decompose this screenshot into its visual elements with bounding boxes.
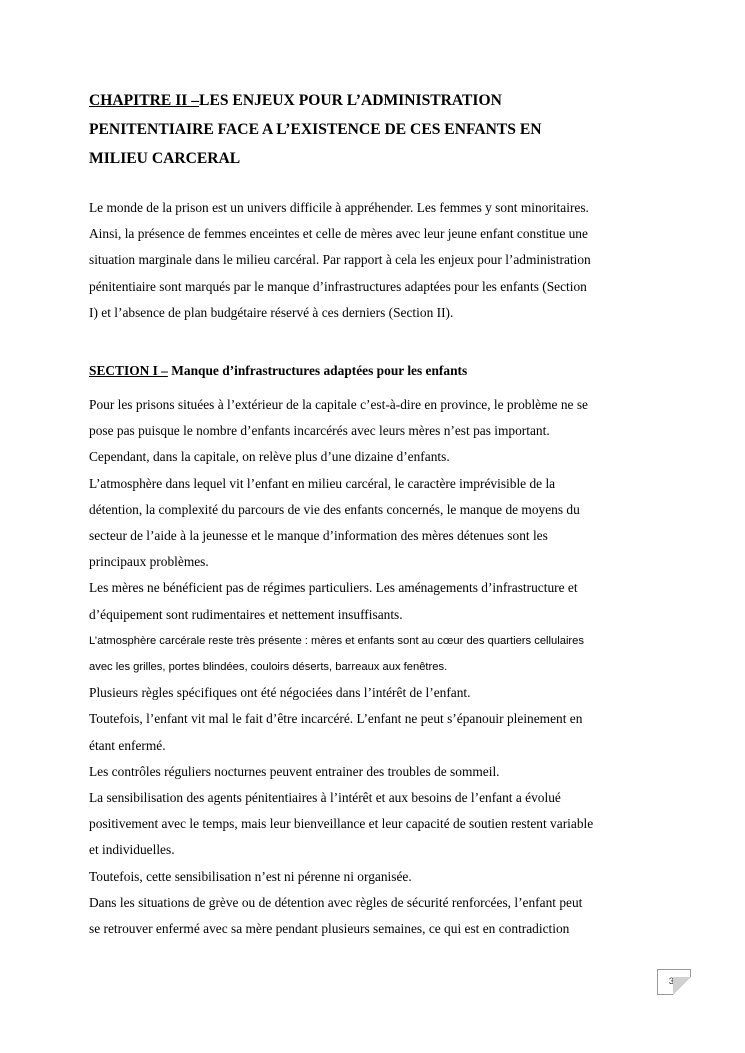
page-number: 38 [668, 976, 680, 987]
text-line: positivement avec le temps, mais leur bienveillance et leur capacité de soutien restent variable [89, 816, 594, 832]
text-line: La sensibilisation des agents pénitentiaires à l’intérêt et aux besoins de l’enfant a évolué [89, 790, 561, 806]
text-line: L’atmosphère carcérale reste très présente : mères et enfants sont au cœur des quartiers cellulaires [89, 634, 584, 647]
text-line: et individuelles. [89, 842, 175, 858]
chapter-label: CHAPITRE II – [89, 92, 200, 109]
text-line: se retrouver enfermé avec sa mère pendant plusieurs semaines, ce qui est en contradiction [89, 921, 570, 937]
chapter-title-line-1: LES ENJEUX POUR L’ADMINISTRATION [199, 92, 502, 109]
chapter-title-line-2: PENITENTIAIRE FACE A L’EXISTENCE DE CES ENFANTS EN [89, 121, 542, 138]
text-line: pénitentiaire sont marqués par le manque d’infrastructures adaptées pour les enfants (Section [89, 278, 587, 294]
text-line: Toutefois, cette sensibilisation n’est ni pérenne ni organisée. [89, 868, 412, 884]
page-fold-icon [673, 977, 691, 995]
text-line: avec les grilles, portes blindées, couloirs déserts, barreaux aux fenêtres. [89, 661, 448, 674]
text-line: d’équipement sont rudimentaires et nettement insuffisants. [89, 606, 403, 622]
text-line: L’atmosphère dans lequel vit l’enfant en milieu carcéral, le caractère imprévisible de la [89, 475, 556, 491]
text-line: Les contrôles réguliers nocturnes peuvent entrainer des troubles de sommeil. [89, 763, 500, 779]
document-page [89, 86, 659, 942]
text-line: étant enfermé. [89, 737, 166, 753]
chapter-title [89, 86, 659, 173]
text-line: pose pas puisque le nombre d’enfants incarcérés avec leurs mères n’est pas important. [89, 423, 550, 439]
text-line: secteur de l’aide à la jeunesse et le manque d’information des mères détenues sont les [89, 528, 548, 544]
text-line: détention, la complexité du parcours de vie des enfants concernés, le manque de moyens du [89, 501, 580, 517]
chapter-title-line-3: MILIEU CARCERAL [89, 150, 241, 167]
text-line: Plusieurs règles spécifiques ont été négociées dans l’intérêt de l’enfant. [89, 685, 471, 701]
text-line: Pour les prisons situées à l’extérieur de la capitale c’est-à-dire en province, le problème ne se [89, 397, 588, 413]
text-line: Cependant, dans la capitale, on relève plus d’une dizaine d’enfants. [89, 449, 450, 465]
text-line: Toutefois, l’enfant vit mal le fait d’être incarcéré. L’enfant ne peut s’épanouir pleinement en [89, 711, 583, 727]
text-line: Dans les situations de grève ou de détention avec règles de sécurité renforcées, l’enfant peut [89, 894, 583, 910]
text-line: situation marginale dans le milieu carcéral. Par rapport à cela les enjeux pour l’administration [89, 252, 591, 268]
intro-paragraph [89, 195, 659, 326]
page-number-box [657, 969, 691, 995]
text-line: Les mères ne bénéficient pas de régimes particuliers. Les aménagements d’infrastructure et [89, 580, 578, 596]
text-line: I) et l’absence de plan budgétaire réservé à ces derniers (Section II). [89, 304, 454, 320]
section-title [89, 358, 659, 384]
section-body [89, 392, 659, 942]
section-label: SECTION I – [89, 363, 168, 379]
text-line: Le monde de la prison est un univers difficile à appréhender. Les femmes y sont minoritaires. [89, 200, 589, 215]
text-line: Ainsi, la présence de femmes enceintes et celle de mères avec leur jeune enfant constitue une [89, 226, 588, 242]
text-line: principaux problèmes. [89, 554, 209, 570]
section-heading: Manque d’infrastructures adaptées pour les enfants [167, 363, 468, 379]
